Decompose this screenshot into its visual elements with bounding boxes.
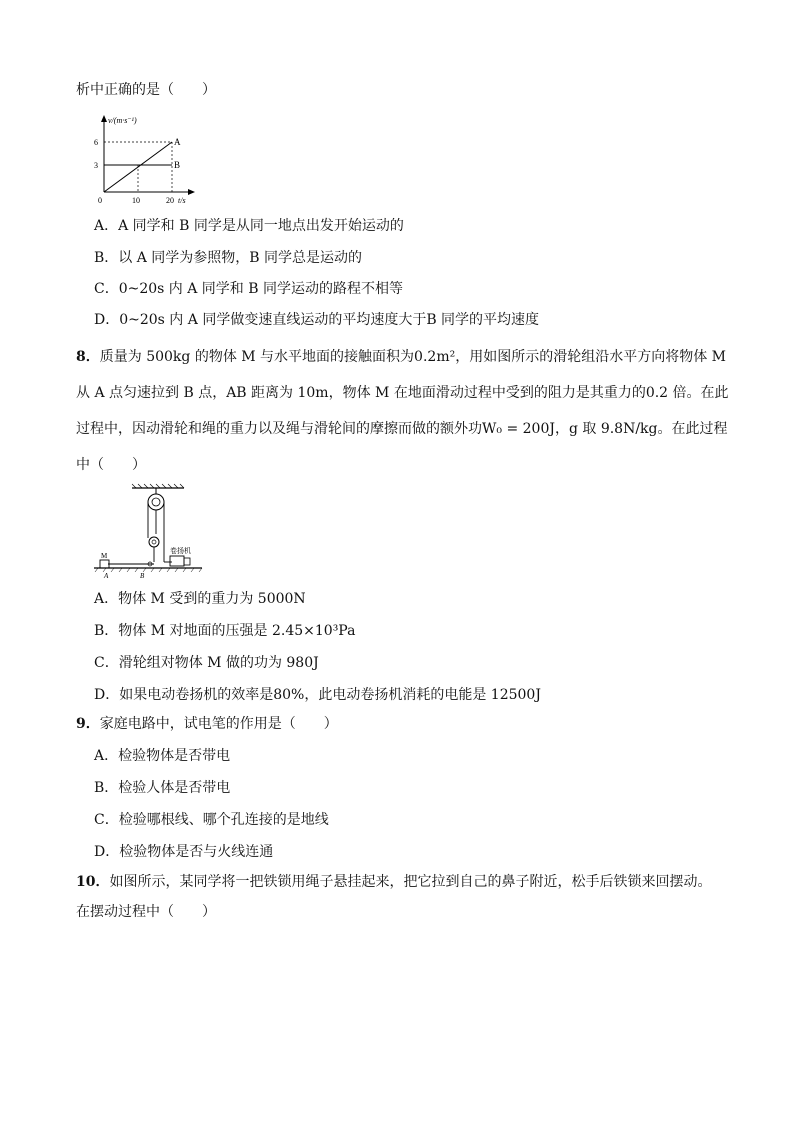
- xlabel: t/s: [178, 196, 186, 205]
- q8-option-d: D．如果电动卷扬机的效率是80%，此电动卷扬机消耗的电能是 12500J: [94, 687, 541, 703]
- x-axis-arrow: [188, 189, 195, 195]
- ytick-6: 6: [94, 138, 98, 147]
- q9-number: 9．: [76, 716, 100, 732]
- line-a: [104, 142, 172, 192]
- block-m: [100, 560, 109, 568]
- q7-velocity-time-graph: [86, 112, 206, 208]
- series-label-b: B: [174, 160, 181, 170]
- ylabel: v/(m·s⁻¹): [108, 116, 137, 125]
- q9-option-c: C．检验哪根线、哪个孔连接的是地线: [94, 812, 329, 828]
- q7-option-c: C．0~20s 内 A 同学和 B 同学运动的路程不相等: [94, 281, 403, 297]
- q7-option-d: D．0~20s 内 A 同学做变速直线运动的平均速度大于B 同学的平均速度: [94, 312, 540, 328]
- q9-option-a: A．检验物体是否带电: [94, 748, 231, 764]
- q7-option-a: A．A 同学和 B 同学是从同一地点出发开始运动的: [94, 218, 404, 234]
- label-b: B: [140, 572, 145, 580]
- movable-pulley: [149, 537, 159, 547]
- label-m: M: [101, 552, 108, 560]
- q10-number: 10．: [76, 874, 110, 890]
- q7-stem-tail: 析中正确的是（ ）: [76, 82, 216, 98]
- winch-label: 卷扬机: [170, 547, 191, 555]
- q8-line1: 8．质量为 500kg 的物体 M 与水平地面的接触面积为0.2m²，用如图所示的滑轮组沿水平方向将物体 M: [76, 349, 726, 365]
- q7-option-b: B．以 A 同学为参照物，B 同学总是运动的: [94, 250, 363, 266]
- xtick-20: 20: [166, 196, 174, 205]
- y-axis-arrow: [101, 115, 107, 122]
- q8-pulley-figure: [92, 482, 208, 580]
- q8-line4: 中（ ）: [76, 457, 146, 473]
- label-a: A: [104, 572, 109, 580]
- q8-option-b: B．物体 M 对地面的压强是 2.45×10³Pa: [94, 623, 356, 639]
- fixed-pulley: [148, 494, 164, 510]
- series-label-a: A: [174, 137, 181, 147]
- q8-line2: 从 A 点匀速拉到 B 点，AB 距离为 10m，物体 M 在地面滑动过程中受到的阻力是其重力的0.2 倍。在此: [76, 385, 729, 401]
- ytick-3: 3: [94, 161, 98, 170]
- q9-stem: 9．家庭电路中，试电笔的作用是（ ）: [76, 716, 338, 732]
- xtick-0: 0: [98, 196, 102, 205]
- winch: [170, 556, 184, 566]
- xtick-10: 10: [132, 196, 140, 205]
- q9-option-d: D．检验物体是否与火线连通: [94, 844, 274, 860]
- q10-line2: 在摆动过程中（ ）: [76, 904, 216, 920]
- q8-line3: 过程中，因动滑轮和绳的重力以及绳与滑轮间的摩擦而做的额外功W₀ = 200J，g 取 9.8N/kg。在此过程: [76, 421, 728, 437]
- q10-line1: 10．如图所示，某同学将一把铁锁用绳子悬挂起来，把它拉到自己的鼻子附近，松手后铁锁来回摆动。: [76, 874, 712, 890]
- q8-option-c: C．滑轮组对物体 M 做的功为 980J: [94, 655, 319, 671]
- q8-number: 8．: [76, 349, 100, 365]
- q9-option-b: B．检验人体是否带电: [94, 780, 231, 796]
- q8-option-a: A．物体 M 受到的重力为 5000N: [94, 591, 306, 607]
